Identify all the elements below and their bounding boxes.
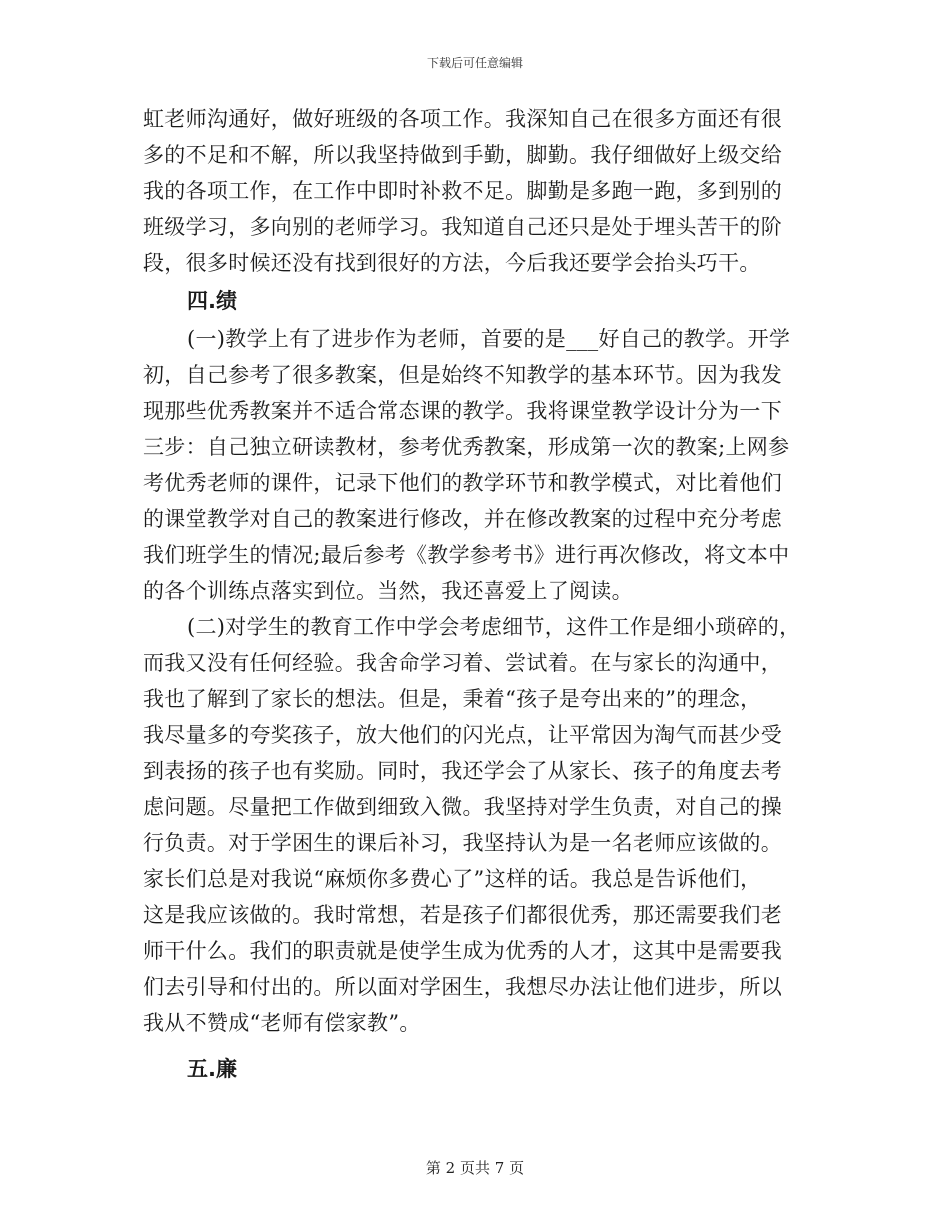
text-line: 初，自己参考了很多教案，但是始终不知教学的基本环节。因为我发 (143, 363, 782, 387)
text-line: 段，很多时候还没有找到很好的方法，今后我还要学会抬头巧干。 (143, 251, 761, 275)
text-line: 我也了解到了家长的想法。但是，秉着“孩子是夸出来的”的理念， (143, 687, 762, 711)
section-heading-4: 四.绩 (187, 289, 237, 313)
text-line: 这是我应该做的。我时常想，若是孩子们都很优秀，那还需要我们老 (143, 903, 782, 927)
text-line: (一)教学上有了进步作为老师，首要的是___好自己的教学。开学 (187, 327, 791, 351)
section-heading-5: 五.廉 (187, 1057, 237, 1081)
text-line: 的各个训练点落实到位。当然，我还喜爱上了阅读。 (143, 579, 633, 603)
text-line: 班级学习，多向别的老师学习。我知道自己还只是处于埋头苦干的阶 (143, 215, 782, 239)
paragraph-education (143, 609, 813, 1041)
text-line: 考优秀老师的课件，记录下他们的教学环节和教学模式，对比着他们 (143, 471, 782, 495)
text-line: 我的各项工作，在工作中即时补救不足。脚勤是多跑一跑，多到别的 (143, 179, 782, 203)
text-line: (二)对学生的教育工作中学会考虑细节，这件工作是细小琐碎的， (187, 615, 801, 639)
text-line: 三步：自己独立研读教材，参考优秀教案，形成第一次的教案;上网参 (143, 435, 790, 459)
text-line: 多的不足和不解，所以我坚持做到手勤，脚勤。我仔细做好上级交给 (143, 143, 782, 167)
text-line: 我尽量多的夸奖孩子，放大他们的闪光点，让平常因为淘气而甚少受 (143, 723, 782, 747)
text-line: 到表扬的孩子也有奖励。同时，我还学会了从家长、孩子的角度去考 (143, 759, 782, 783)
text-line: 行负责。对于学困生的课后补习，我坚持认为是一名老师应该做的。 (143, 831, 782, 855)
page-header-note: 下载后可任意编辑 (426, 56, 523, 70)
paragraph-continued (143, 101, 813, 281)
text-line: 虑问题。尽量把工作做到细致入微。我坚持对学生负责，对自己的操 (143, 795, 782, 819)
text-line: 现那些优秀教案并不适合常态课的教学。我将课堂教学设计分为一下 (143, 399, 782, 423)
text-line: 家长们总是对我说“麻烦你多费心了”这样的话。我总是告诉他们， (143, 867, 762, 891)
text-line: 虹老师沟通好，做好班级的各项工作。我深知自己在很多方面还有很 (143, 107, 782, 131)
paragraph-teaching (143, 321, 813, 609)
text-line: 的课堂教学对自己的教案进行修改，并在修改教案的过程中充分考虑 (143, 507, 782, 531)
page-number: 第 2 页共 7 页 (425, 1159, 525, 1177)
text-line: 我们班学生的情况;最后参考《教学参考书》进行再次修改，将文本中 (143, 543, 790, 567)
text-line: 们去引导和付出的。所以面对学困生，我想尽办法让他们进步，所以 (143, 975, 782, 999)
text-line: 而我又没有任何经验。我舍命学习着、尝试着。在与家长的沟通中， (143, 651, 782, 675)
document-body (143, 101, 813, 1089)
text-line: 我从不赞成“老师有偿家教”。 (143, 1011, 421, 1035)
text-line: 师干什么。我们的职责就是使学生成为优秀的人才，这其中是需要我 (143, 939, 782, 963)
